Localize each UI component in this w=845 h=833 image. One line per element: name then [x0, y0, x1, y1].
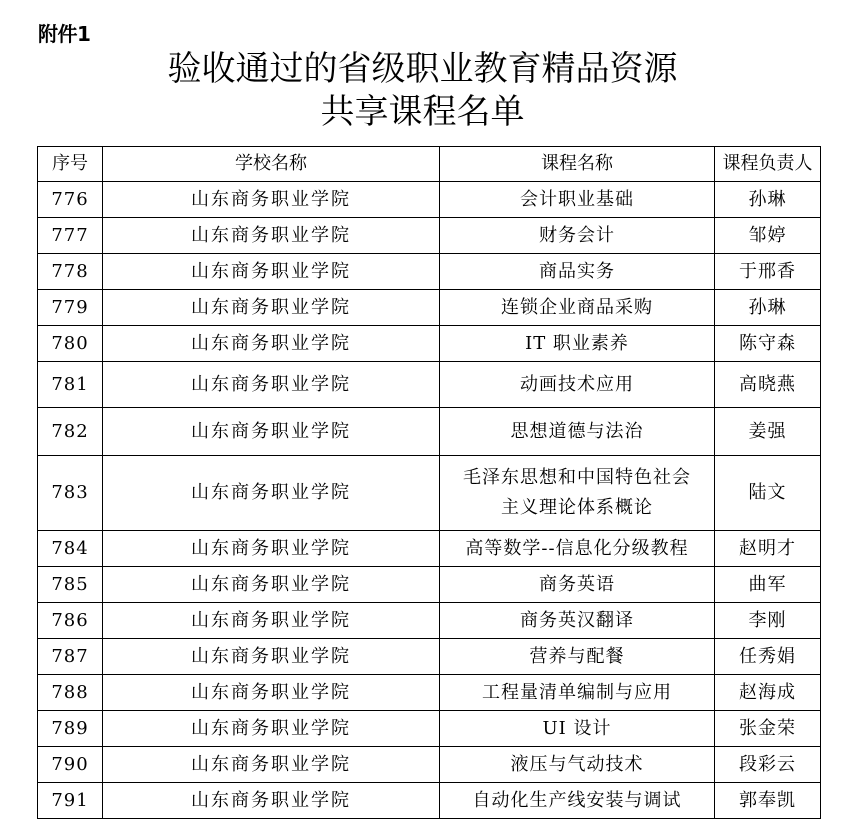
- cell-school: 山东商务职业学院: [103, 290, 440, 326]
- cell-seq: 790: [38, 747, 103, 783]
- cell-owner: 张金荣: [715, 711, 821, 747]
- cell-school: 山东商务职业学院: [103, 218, 440, 254]
- cell-course: [440, 456, 715, 531]
- header-seq: 序号: [38, 147, 103, 182]
- cell-school: 山东商务职业学院: [103, 362, 440, 408]
- cell-course: 会计职业基础: [440, 182, 715, 218]
- cell-owner: 段彩云: [715, 747, 821, 783]
- table-row: [38, 531, 821, 567]
- table-row: [38, 675, 821, 711]
- table-row: [38, 747, 821, 783]
- cell-seq: 786: [38, 603, 103, 639]
- cell-school: 山东商务职业学院: [103, 603, 440, 639]
- header-course: 课程名称: [440, 147, 715, 182]
- cell-seq: 781: [38, 362, 103, 408]
- table-row: [38, 711, 821, 747]
- cell-course: 连锁企业商品采购: [440, 290, 715, 326]
- cell-owner: 孙琳: [715, 182, 821, 218]
- cell-course: 高等数学--信息化分级教程: [440, 531, 715, 567]
- cell-school: 山东商务职业学院: [103, 456, 440, 531]
- cell-owner: 任秀娟: [715, 639, 821, 675]
- cell-course: UI 设计: [440, 711, 715, 747]
- cell-course: 动画技术应用: [440, 362, 715, 408]
- table-row: [38, 290, 821, 326]
- header-owner: 课程负责人: [715, 147, 821, 182]
- table-row: [38, 254, 821, 290]
- cell-course: 财务会计: [440, 218, 715, 254]
- cell-owner: 高晓燕: [715, 362, 821, 408]
- cell-owner: 邹婷: [715, 218, 821, 254]
- cell-owner: 曲军: [715, 567, 821, 603]
- table-row: [38, 408, 821, 456]
- cell-school: 山东商务职业学院: [103, 567, 440, 603]
- table-header-row: [38, 147, 821, 182]
- cell-course: IT 职业素养: [440, 326, 715, 362]
- cell-owner: 于邢香: [715, 254, 821, 290]
- cell-course: 自动化生产线安装与调试: [440, 783, 715, 819]
- cell-seq: 778: [38, 254, 103, 290]
- course-list-table: [37, 146, 821, 819]
- cell-seq: 777: [38, 218, 103, 254]
- cell-seq: 782: [38, 408, 103, 456]
- cell-seq: 789: [38, 711, 103, 747]
- cell-school: 山东商务职业学院: [103, 531, 440, 567]
- cell-seq: 780: [38, 326, 103, 362]
- cell-seq: 783: [38, 456, 103, 531]
- cell-owner: 陆文: [715, 456, 821, 531]
- cell-school: 山东商务职业学院: [103, 408, 440, 456]
- table-row: [38, 456, 821, 531]
- cell-school: 山东商务职业学院: [103, 783, 440, 819]
- cell-school: 山东商务职业学院: [103, 711, 440, 747]
- cell-seq: 776: [38, 182, 103, 218]
- cell-course: 液压与气动技术: [440, 747, 715, 783]
- attachment-label: 附件1: [38, 22, 91, 46]
- header-school: 学校名称: [103, 147, 440, 182]
- cell-owner: 赵明才: [715, 531, 821, 567]
- cell-school: 山东商务职业学院: [103, 326, 440, 362]
- cell-seq: 791: [38, 783, 103, 819]
- cell-owner: 郭奉凯: [715, 783, 821, 819]
- cell-school: 山东商务职业学院: [103, 747, 440, 783]
- cell-school: 山东商务职业学院: [103, 182, 440, 218]
- cell-course: 商务英语: [440, 567, 715, 603]
- cell-owner: 姜强: [715, 408, 821, 456]
- cell-course: 工程量清单编制与应用: [440, 675, 715, 711]
- cell-seq: 784: [38, 531, 103, 567]
- table-row: [38, 218, 821, 254]
- cell-seq: 785: [38, 567, 103, 603]
- cell-owner: 李刚: [715, 603, 821, 639]
- cell-school: 山东商务职业学院: [103, 675, 440, 711]
- cell-course-line2: 主义理论体系概论: [501, 497, 653, 518]
- cell-course: 商品实务: [440, 254, 715, 290]
- table-row: [38, 326, 821, 362]
- table-row: [38, 567, 821, 603]
- document-title-line2: 共享课程名单: [320, 92, 525, 132]
- table-row: [38, 603, 821, 639]
- cell-course: 商务英汉翻译: [440, 603, 715, 639]
- cell-seq: 779: [38, 290, 103, 326]
- cell-seq: 788: [38, 675, 103, 711]
- cell-owner: 赵海成: [715, 675, 821, 711]
- table-row: [38, 639, 821, 675]
- cell-owner: 孙琳: [715, 290, 821, 326]
- document-title-line1: 验收通过的省级职业教育精品资源: [167, 49, 678, 89]
- cell-course: 营养与配餐: [440, 639, 715, 675]
- table-row: [38, 783, 821, 819]
- table-row: [38, 182, 821, 218]
- table-row: [38, 362, 821, 408]
- cell-course-line1: 毛泽东思想和中国特色社会: [463, 467, 691, 488]
- cell-school: 山东商务职业学院: [103, 254, 440, 290]
- cell-seq: 787: [38, 639, 103, 675]
- cell-course: 思想道德与法治: [440, 408, 715, 456]
- cell-owner: 陈守森: [715, 326, 821, 362]
- cell-school: 山东商务职业学院: [103, 639, 440, 675]
